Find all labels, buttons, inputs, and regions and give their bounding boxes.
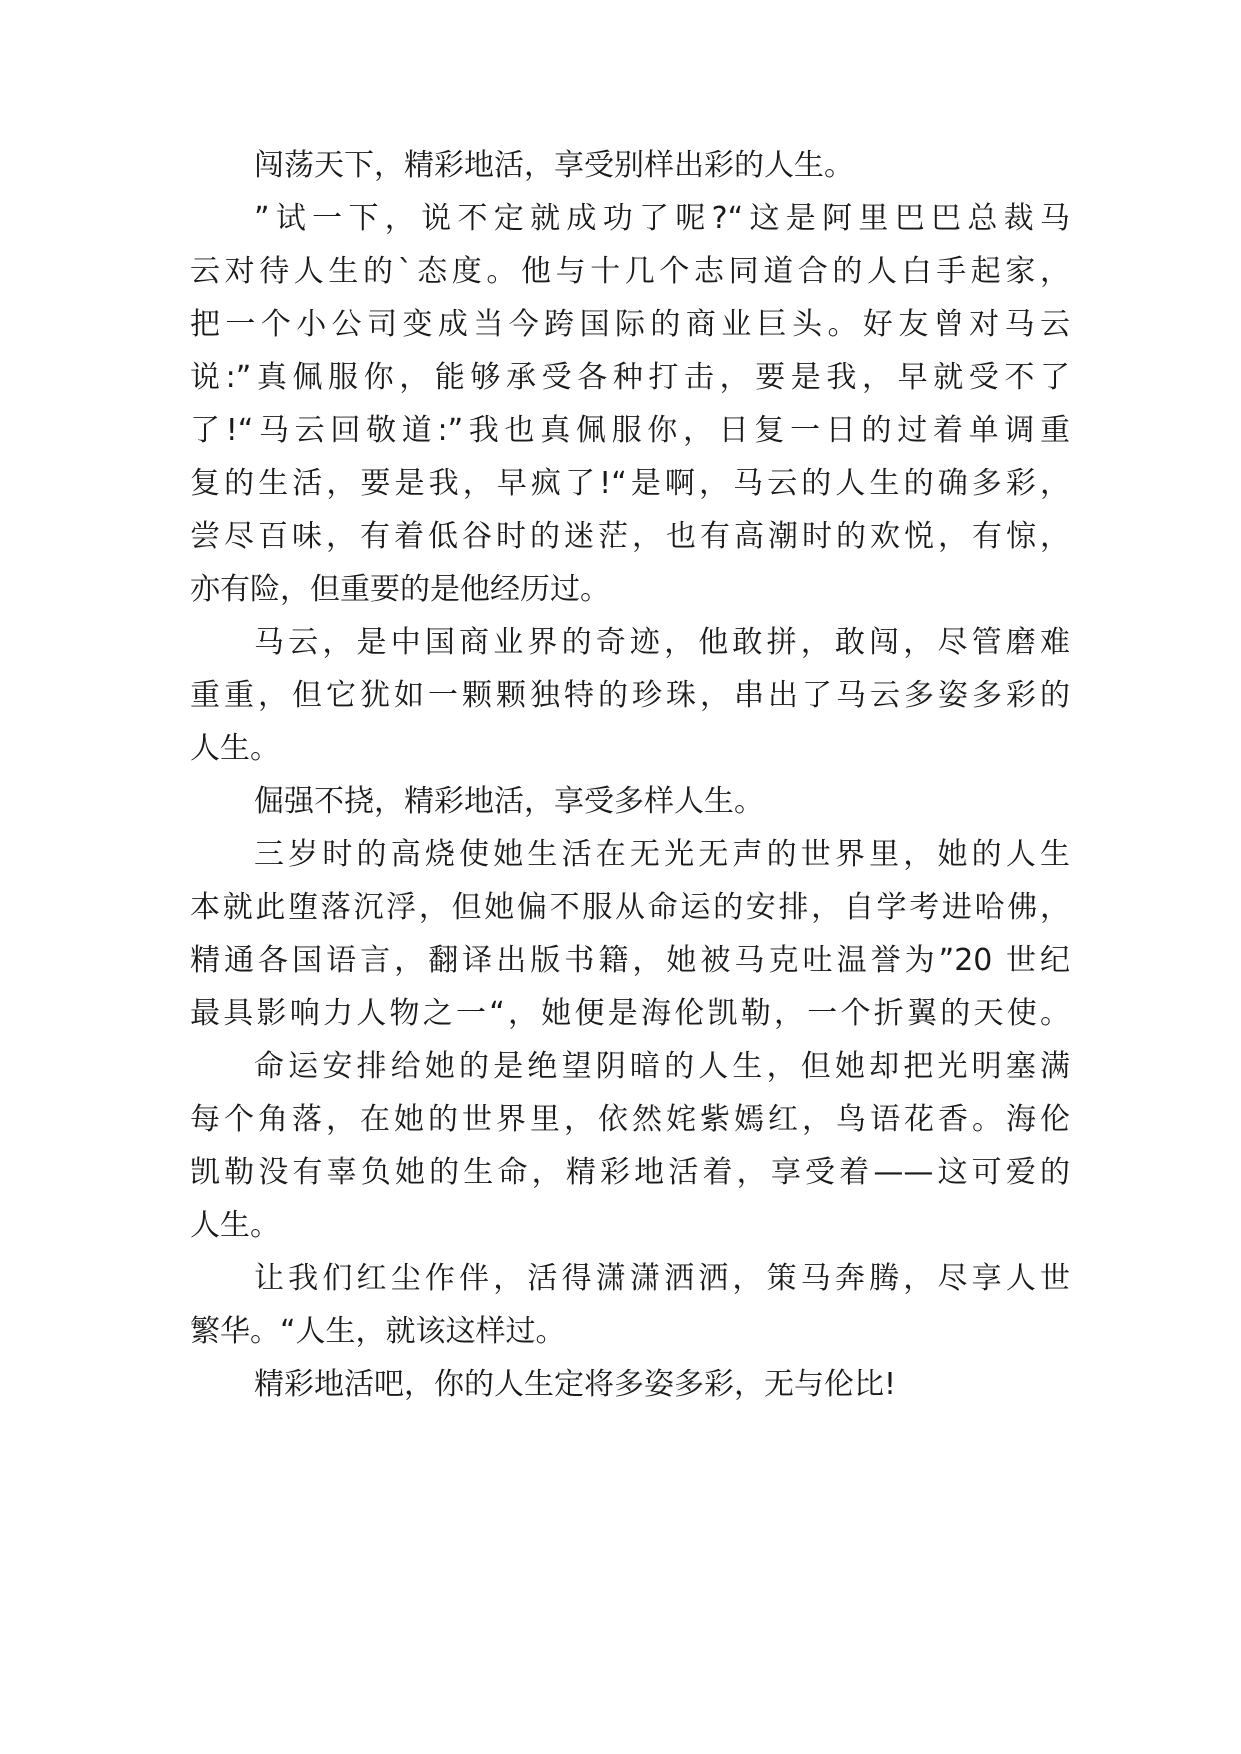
text-line: 闯荡天下，精彩地活，享受别样出彩的人生。 — [254, 148, 854, 183]
text-line: 最具影响力人物之一“，她便是海伦凯勒，一个折翼的天使。 — [190, 996, 1070, 1031]
text-line: 把一个小公司变成当今跨国际的商业巨头。好友曾对马云 — [190, 307, 1070, 342]
text-line: 每个角落，在她的世界里，依然姹紫嫣红，鸟语花香。海伦 — [190, 1102, 1070, 1137]
text-line: 了!“马云回敬道:”我也真佩服你，日复一日的过着单调重 — [190, 413, 1070, 448]
text-line: 繁华。“人生，就该这样过。 — [190, 1314, 566, 1349]
text-line: 云对待人生的`态度。他与十几个志同道合的人白手起家， — [190, 254, 1070, 289]
text-line: 命运安排给她的是绝望阴暗的人生，但她却把光明塞满 — [254, 1049, 1070, 1084]
text-line: 人生。 — [190, 1208, 280, 1243]
text-line: 马云，是中国商业界的奇迹，他敢拼，敢闯，尽管磨难 — [254, 625, 1070, 660]
text-line: 精彩地活吧，你的人生定将多姿多彩，无与伦比! — [254, 1367, 897, 1402]
text-line: 凯勒没有辜负她的生命，精彩地活着，享受着——这可爱的 — [190, 1155, 1070, 1190]
text-line: 让我们红尘作伴，活得潇潇洒洒，策马奔腾，尽享人世 — [254, 1261, 1070, 1296]
text-line: 精通各国语言，翻译出版书籍，她被马克吐温誉为”20 世纪 — [190, 943, 1070, 978]
text-line: 亦有险，但重要的是他经历过。 — [190, 572, 610, 607]
text-line: 重重，但它犹如一颗颗独特的珍珠，串出了马云多姿多彩的 — [190, 678, 1070, 713]
text-line: 尝尽百味，有着低谷时的迷茫，也有高潮时的欢悦，有惊， — [190, 519, 1070, 554]
text-line: 三岁时的高烧使她生活在无光无声的世界里，她的人生 — [254, 837, 1070, 872]
text-line: ”试一下，说不定就成功了呢?“这是阿里巴巴总裁马 — [254, 201, 1070, 236]
text-line: 人生。 — [190, 731, 280, 766]
text-line: 复的生活，要是我，早疯了!“是啊，马云的人生的确多彩， — [190, 466, 1070, 501]
text-line: 说:”真佩服你，能够承受各种打击，要是我，早就受不了 — [190, 360, 1070, 395]
text-line: 倔强不挠，精彩地活，享受多样人生。 — [254, 784, 764, 819]
text-line: 本就此堕落沉浮，但她偏不服从命运的安排，自学考进哈佛， — [190, 890, 1070, 925]
